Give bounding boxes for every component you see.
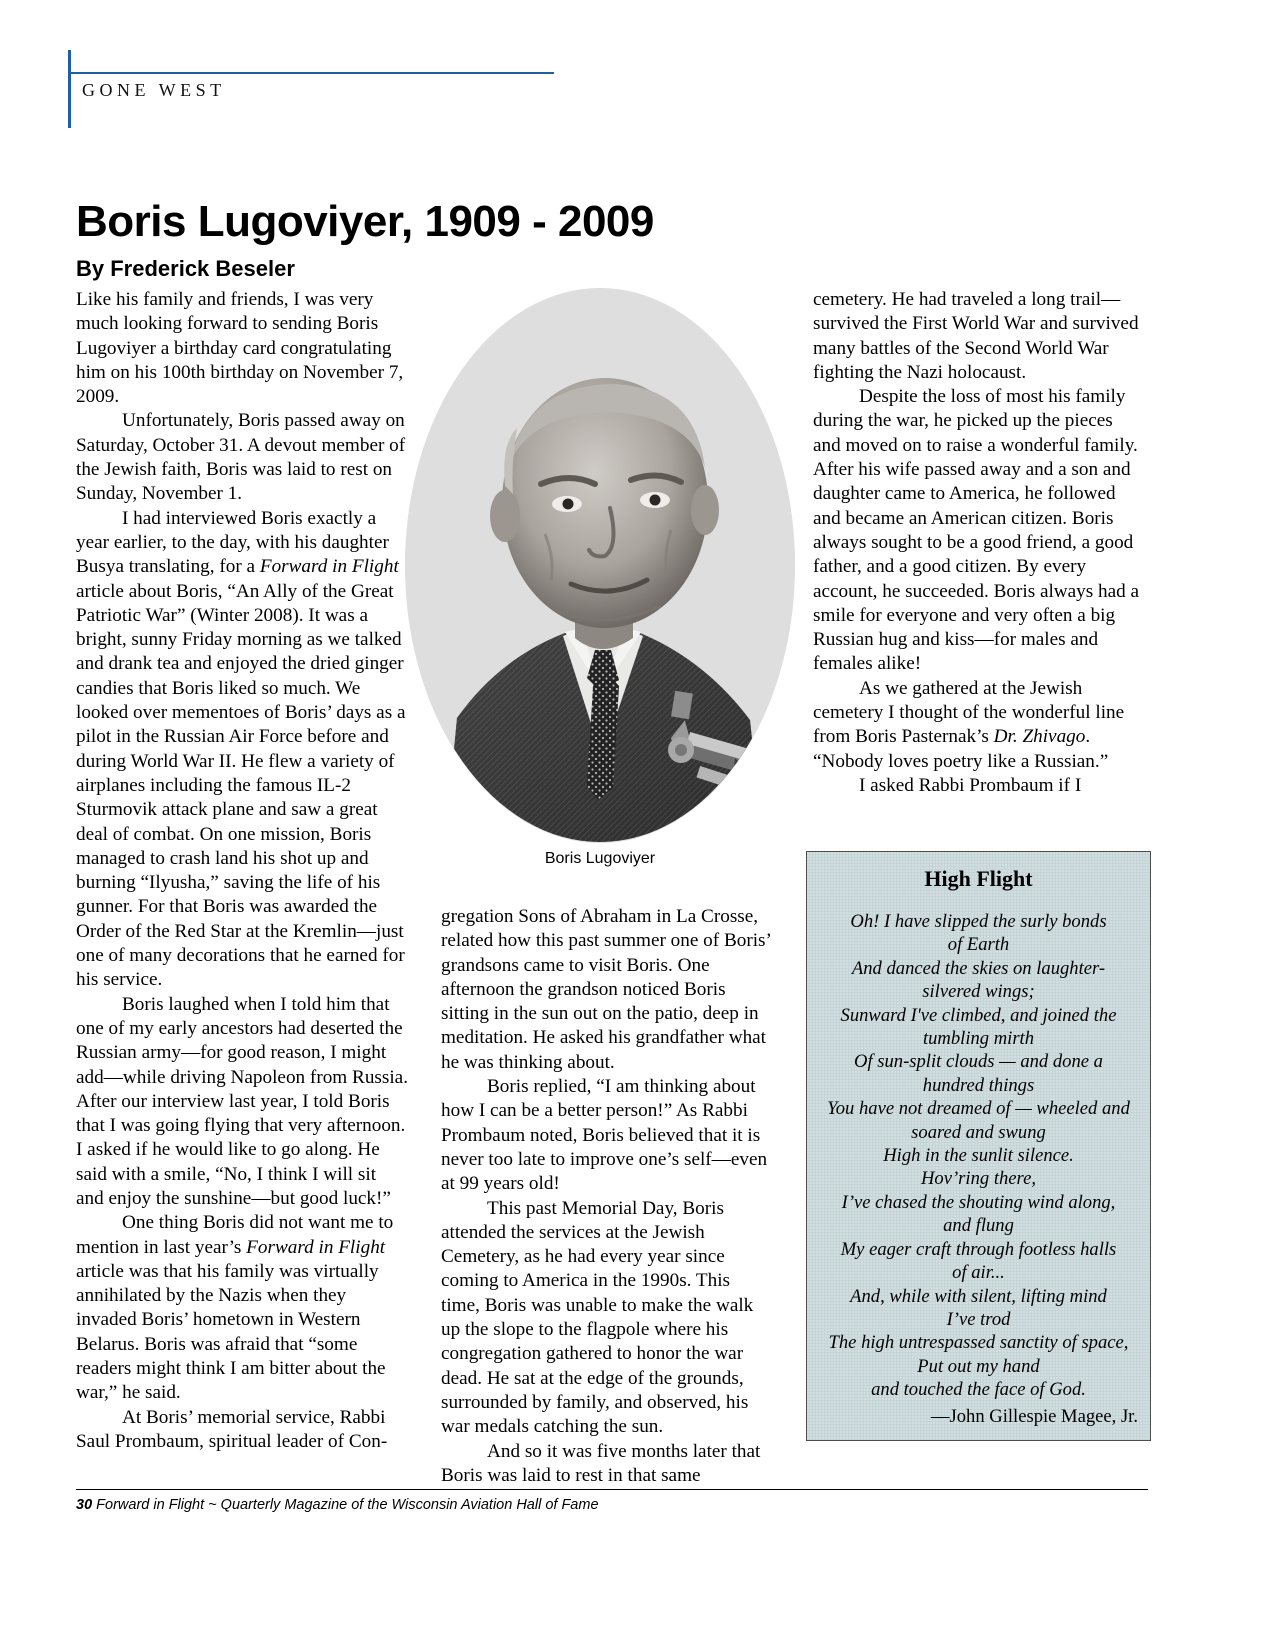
photo-caption: Boris Lugoviyer	[544, 850, 656, 867]
header-vertical-rule	[68, 50, 71, 128]
poem-line: And danced the skies on laughter-	[851, 957, 1106, 979]
poem-body	[817, 910, 1140, 1402]
header-horizontal-rule	[68, 72, 554, 74]
body-column-3	[813, 288, 1145, 798]
poem-line: The high untrespassed sanctity of space,	[828, 1332, 1129, 1354]
poem-line: High in the sunlit silence.	[883, 1145, 1074, 1167]
body-paragraph: Boris replied, “I am thinking about how I can be a better person!” As Rabbi Prombaum noted, Boris believed that it is never too late to improve one’s self—even at 99 years old!	[441, 1076, 768, 1195]
body-paragraph: Unfortunately, Boris passed away on Saturday, October 31. A devout member of the Jewish faith, Boris was laid to rest on Sunday, November 1.	[76, 410, 406, 505]
body-paragraph: This past Memorial Day, Boris attended the services at the Jewish Cemetery, as he had every year since coming to America in the 1990s. This time, Boris was unable to make the walk up the slope to the flagpole where his congregation gathered to honor the war dead. He sat at the edge of the grounds, surrounded by family, and observed, his war medals catching the sun.	[441, 1197, 754, 1438]
footer-rule	[76, 1489, 1148, 1490]
body-paragraph: Boris laughed when I told him that one of my early ancestors had deserted the Russian army—for good reason, I might add—while driving Napoleon from Russia. After our interview last year, I told Boris that I was going flying that very afternoon. I asked if he would like to go along. He said with a smile, “No, I think I will sit and enjoy the sunshine—but good luck!”	[76, 993, 408, 1209]
portrait-photo	[405, 288, 795, 843]
body-paragraph: One thing Boris did not want me to mention in last year’s Forward in Flight article was that his family was virtually annihilated by the Nazis when they invaded Boris’ hometown in Western Belarus. Boris was afraid that “some readers might think I am bitter about the war,” he said.	[76, 1212, 394, 1404]
poem-line: My eager craft through footless halls	[840, 1238, 1117, 1260]
page-title: Boris Lugoviyer, 1909 - 2009	[76, 197, 654, 247]
footer-page-number: 30	[76, 1497, 93, 1513]
footer-publication-line: Forward in Flight ~ Quarterly Magazine of the Wisconsin Aviation Hall of Fame	[96, 1497, 599, 1513]
body-paragraph: cemetery. He had traveled a long trail—survived the First World War and survived many battles of the Second World War fighting the Nazi holocaust.	[813, 289, 1139, 383]
body-paragraph: Despite the loss of most his family during the war, he picked up the pieces and moved on to raise a wonderful family. After his wife passed away and a son and daughter came to America, he followed and became an American citizen. Boris always sought to be a good friend, a good father, and a good citizen. By every account, he succeeded. Boris always had a smile for everyone and very often a big Russian hug and kiss—for males and females alike!	[813, 386, 1140, 675]
body-paragraph: At Boris’ memorial service, Rabbi Saul Prombaum, spiritual leader of Con-	[76, 1406, 388, 1452]
body-paragraph: As we gathered at the Jewish cemetery I thought of the wonderful line from Boris Pasternak’s Dr. Zhivago. “Nobody loves poetry like a Russian.”	[813, 677, 1125, 772]
poem-sidebar	[806, 851, 1151, 1441]
portrait-figure	[405, 288, 795, 867]
poem-line: You have not dreamed of — wheeled and	[827, 1098, 1130, 1120]
section-header	[68, 50, 568, 128]
page-footer	[76, 1497, 599, 1513]
poem-line: Oh! I have slipped the surly bonds	[850, 911, 1107, 932]
article-byline: By Frederick Beseler	[76, 256, 295, 282]
poem-line: And, while with silent, lifting mind	[850, 1285, 1107, 1307]
poem-line: and flung	[943, 1215, 1014, 1237]
poem-line: silvered wings;	[922, 981, 1035, 1003]
poem-line: and touched the face of God.	[871, 1379, 1086, 1401]
poem-title: High Flight	[924, 866, 1033, 891]
poem-line: soared and swung	[911, 1121, 1046, 1143]
portrait-illustration	[405, 288, 795, 843]
body-paragraph: And so it was five months later that Boris was laid to rest in that same	[441, 1440, 761, 1486]
poem-line: I’ve trod	[946, 1308, 1011, 1330]
poem-line: tumbling mirth	[922, 1028, 1035, 1050]
body-column-1	[76, 288, 408, 1454]
poem-line: hundred things	[922, 1074, 1035, 1096]
poem-line: of Earth	[947, 934, 1010, 956]
body-paragraph: I had interviewed Boris exactly a year earlier, to the day, with his daughter Busya translating, for a Forward in Flight article about Boris, “An Ally of the Great Patriotic War” (Winter 2008). It was a bright, sunny Friday morning as we talked and drank tea and enjoyed the dried ginger candies that Boris liked so much. We looked over mementoes of Boris’ days as a pilot in the Russian Air Force before and during World War II. He flew a variety of airplanes including the famous IL-2 Sturmovik attack plane and saw a great deal of combat. On one mission, Boris managed to crash land his shot up and burning “Ilyusha,” saving the life of his gunner. For that Boris was awarded the Order of the Red Star at the Kremlin—just one of many decorations that he earned for his service.	[76, 507, 406, 991]
poem-credit: —John Gillespie Magee, Jr.	[930, 1406, 1138, 1427]
poem-line: Of sun-split clouds — and done a	[854, 1051, 1103, 1073]
body-paragraph: gregation Sons of Abraham in La Crosse, related how this past summer one of Boris’ grandsons came to visit Boris. One afternoon the grandson noticed Boris sitting in the sun out on the patio, deep in meditation. He asked his grandfather what he was thinking about.	[441, 906, 771, 1073]
poem-line: Sunward I've climbed, and joined the	[840, 1004, 1117, 1026]
poem-line: Hov’ring there,	[921, 1168, 1036, 1190]
poem-line: Put out my hand	[917, 1355, 1040, 1377]
body-paragraph: I asked Rabbi Prombaum if I	[859, 774, 1082, 796]
poem-line: of air...	[952, 1262, 1005, 1284]
body-column-2	[441, 905, 773, 1488]
body-paragraph: Like his family and friends, I was very much looking forward to sending Boris Lugoviyer a birthday card congratulating him on his 100th birthday on November 7, 2009.	[76, 289, 404, 408]
poem-line: I’ve chased the shouting wind along,	[841, 1191, 1116, 1213]
section-kicker-label: GONE WEST	[82, 80, 226, 100]
